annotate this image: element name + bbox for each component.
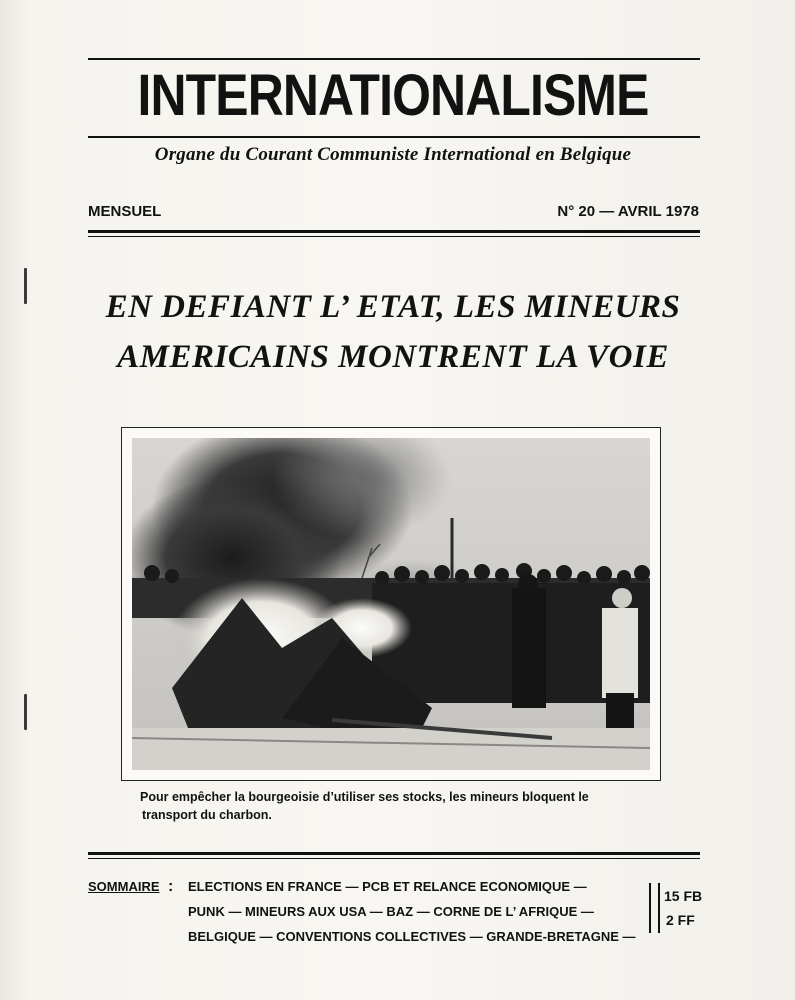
masthead-subtitle: Organe du Courant Communiste International en Belgique: [154, 144, 632, 165]
sommaire-line: BELGIQUE — CONVENTIONS COLLECTIVES — GRANDE-BRETAGNE —: [188, 929, 636, 944]
price-box: [664, 884, 702, 932]
price-belgian-francs: 15 FB: [664, 888, 703, 904]
headline-line-2: AMERICAINS MONTRENT LA VOIE: [117, 339, 669, 375]
header-divider-thin: [88, 236, 700, 237]
footer-divider-thin: [88, 858, 700, 859]
burning-coal-photo: [132, 438, 650, 770]
masthead-bottom-rule: [88, 136, 700, 138]
issue-number-date: N° 20 — AVRIL 1978: [557, 203, 699, 220]
headline-line-1: EN DEFIANT L’ ETAT, LES MINEURS: [105, 289, 681, 325]
masthead-title: INTERNATIONALISME: [137, 63, 649, 128]
photo-caption: [140, 788, 660, 824]
sommaire-label: SOMMAIRE: [88, 879, 160, 894]
sommaire-items: [188, 874, 636, 949]
staple-mark: [24, 268, 27, 304]
header-divider-thick: [88, 230, 700, 233]
sommaire-line: PUNK — MINEURS AUX USA — BAZ — CORNE DE L’ AFRIQUE —: [188, 904, 594, 919]
sommaire-colon: :: [168, 878, 174, 895]
price-french-francs: 2 FF: [666, 912, 695, 928]
caption-line-1: Pour empêcher la bourgeoisie d’utiliser ses stocks, les mineurs bloquent le: [140, 790, 589, 804]
photo-frame: [121, 427, 661, 781]
staple-mark: [24, 694, 27, 730]
footer-divider-thick: [88, 852, 700, 855]
caption-line-2: transport du charbon.: [142, 808, 272, 822]
frequency-label: MENSUEL: [88, 203, 162, 220]
sommaire-line: ELECTIONS EN FRANCE — PCB ET RELANCE ECONOMIQUE —: [188, 879, 587, 894]
price-separator: [649, 883, 660, 933]
main-headline: [60, 282, 726, 382]
